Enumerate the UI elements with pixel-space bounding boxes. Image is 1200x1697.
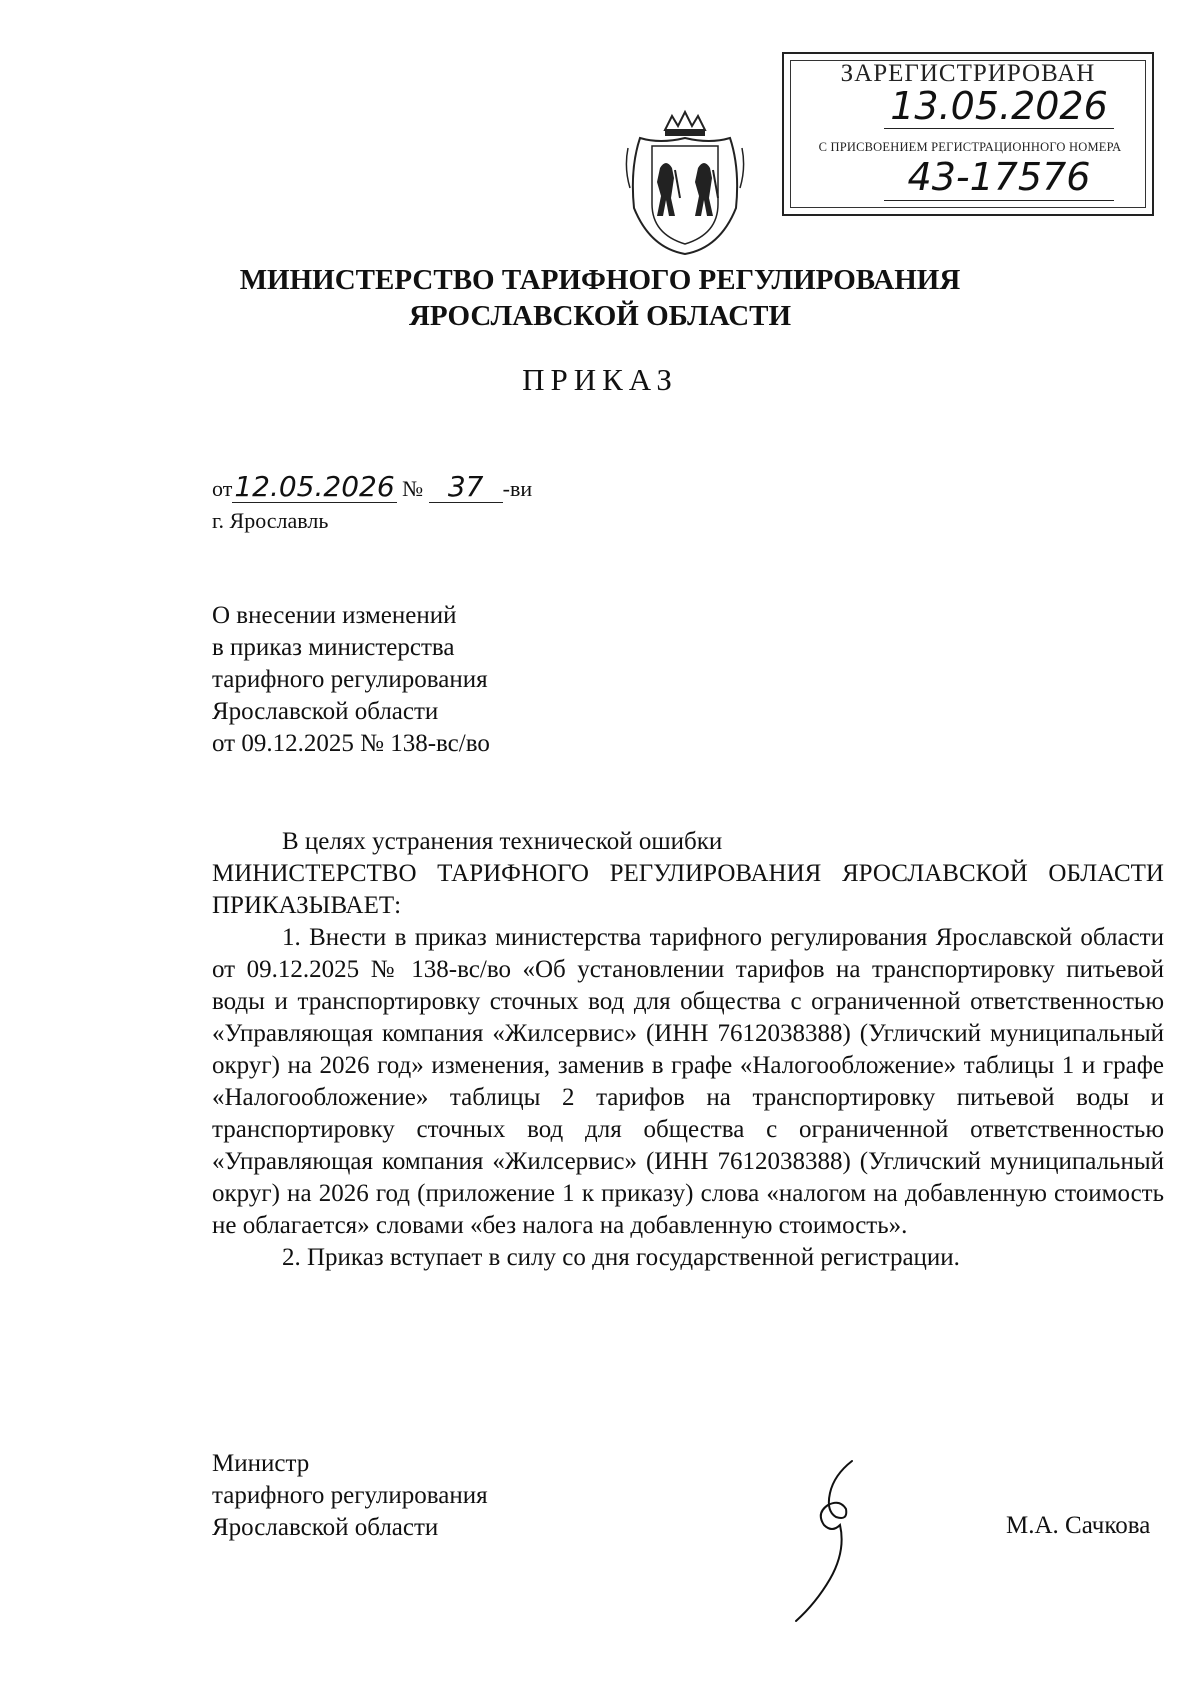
document-type: ПРИКАЗ	[522, 362, 678, 397]
signer-position-line-3: Ярославской области	[212, 1514, 439, 1541]
handwritten-signature-icon	[790, 1455, 880, 1625]
stamp-registration-number: 43-17576	[884, 154, 1114, 201]
order-number: 37	[429, 472, 503, 503]
ministry-title	[0, 262, 1200, 334]
subject-line: Ярославской области	[212, 698, 439, 725]
ministry-title-line-2: ЯРОСЛАВСКОЙ ОБЛАСТИ	[408, 300, 792, 332]
number-sign: №	[402, 476, 424, 501]
body-intro: В целях устранения технической ошибки	[282, 828, 723, 855]
signer-name: М.А. Сачкова	[1006, 1512, 1151, 1539]
subject-line: О внесении изменений	[212, 602, 457, 629]
city: г. Ярославль	[212, 508, 329, 533]
subject-line: от 09.12.2025 № 138-вс/во	[212, 730, 490, 757]
body-item-2: 2. Приказ вступает в силу со дня государственной регистрации.	[282, 1244, 960, 1271]
stamp-title: ЗАРЕГИСТРИРОВАН	[840, 60, 1096, 87]
stamp-date: 13.05.2026	[884, 84, 1114, 129]
dateline-prefix: от	[212, 476, 233, 501]
signer-position	[212, 1448, 488, 1544]
signer-position-line-2: тарифного регулирования	[212, 1482, 488, 1509]
subject-line: тарифного регулирования	[212, 666, 488, 693]
body-orders: МИНИСТЕРСТВО ТАРИФНОГО РЕГУЛИРОВАНИЯ ЯРОСЛАВСКОЙ ОБЛАСТИ ПРИКАЗЫВАЕТ:	[212, 860, 1164, 919]
coat-of-arms-icon	[620, 108, 750, 258]
order-body	[212, 826, 1164, 1274]
subject-line: в приказ министерства	[212, 634, 455, 661]
registration-stamp	[782, 52, 1154, 216]
order-dateline	[212, 472, 532, 503]
order-date: 12.05.2026	[234, 470, 395, 503]
stamp-caption: С ПРИСВОЕНИЕМ РЕГИСТРАЦИОННОГО НОМЕРА	[818, 140, 1122, 154]
signer-position-line-1: Министр	[212, 1450, 310, 1477]
order-subject	[212, 600, 490, 760]
ministry-title-line-1: МИНИСТЕРСТВО ТАРИФНОГО РЕГУЛИРОВАНИЯ	[239, 264, 961, 296]
body-item-1: 1. Внести в приказ министерства тарифного регулирования Ярославской области от 09.12.2025 № 138-вс/во «Об установлении тарифов на транспортировку питьевой воды и транспортировку сточных вод для общества с ограниченной ответственностью «Управляющая компания «Жилсервис» (ИНН 7612038388) (Угличский муниципальный округ) на 2026 год» изменения, заменив в графе «Налогообложение» таблицы 1 и графе «Налогообложение» таблицы 2 тарифов на транспортировку питьевой воды и транспортировку сточных вод для общества с ограниченной ответственностью «Управляющая компания «Жилсервис» (ИНН 7612038388) (Угличский муниципальный округ) на 2026 год (приложение 1 к приказу) слова «налогом на добавленную стоимость не облагается» словами «без налога на добавленную стоимость».	[212, 924, 1164, 1239]
order-number-suffix: -ви	[502, 476, 533, 501]
